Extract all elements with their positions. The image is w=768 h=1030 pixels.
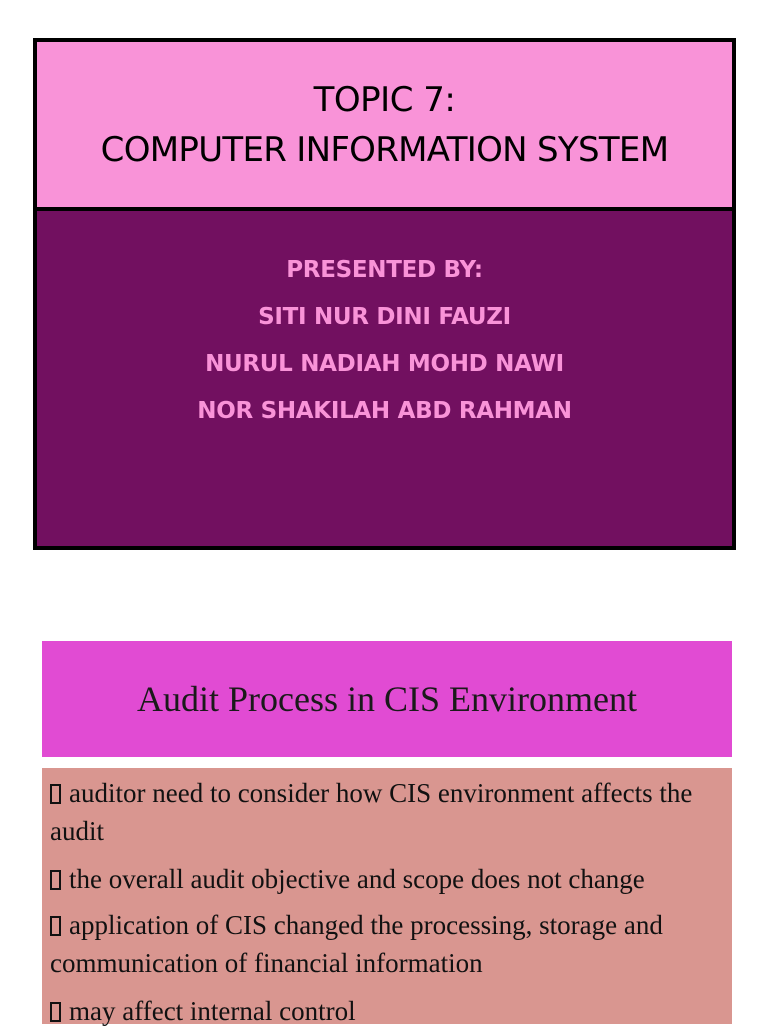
- presenter-name: NOR SHAKILAH ABD RAHMAN: [197, 398, 572, 424]
- bullet-item: [50, 774, 722, 850]
- bullet-item: [50, 906, 722, 982]
- bullet-text: application of CIS changed the processing, storage and communication of financial information: [50, 910, 663, 978]
- bullet-box-icon: [50, 870, 61, 890]
- presented-by-label: PRESENTED BY:: [286, 257, 483, 283]
- topic-number: TOPIC 7:: [313, 80, 456, 120]
- slide-heading: Audit Process in CIS Environment: [137, 679, 637, 719]
- title-slide: [33, 38, 736, 550]
- bullet-text: the overall audit objective and scope does not change: [69, 864, 645, 894]
- bullet-item: [50, 860, 722, 898]
- bullet-box-icon: [50, 1002, 61, 1022]
- bullet-text: may affect internal control: [69, 996, 356, 1026]
- bullet-text: auditor need to consider how CIS environment affects the audit: [50, 778, 693, 846]
- title-slide-header: [37, 42, 732, 211]
- presenter-name: SITI NUR DINI FAUZI: [258, 304, 511, 330]
- presenter-name: NURUL NADIAH MOHD NAWI: [205, 351, 564, 377]
- bullet-item: [50, 992, 722, 1030]
- bullet-box-icon: [50, 916, 61, 936]
- bullet-box-icon: [50, 784, 61, 804]
- content-slide-body: [42, 768, 732, 1024]
- content-slide-title: [42, 641, 732, 757]
- topic-title: COMPUTER INFORMATION SYSTEM: [100, 130, 669, 170]
